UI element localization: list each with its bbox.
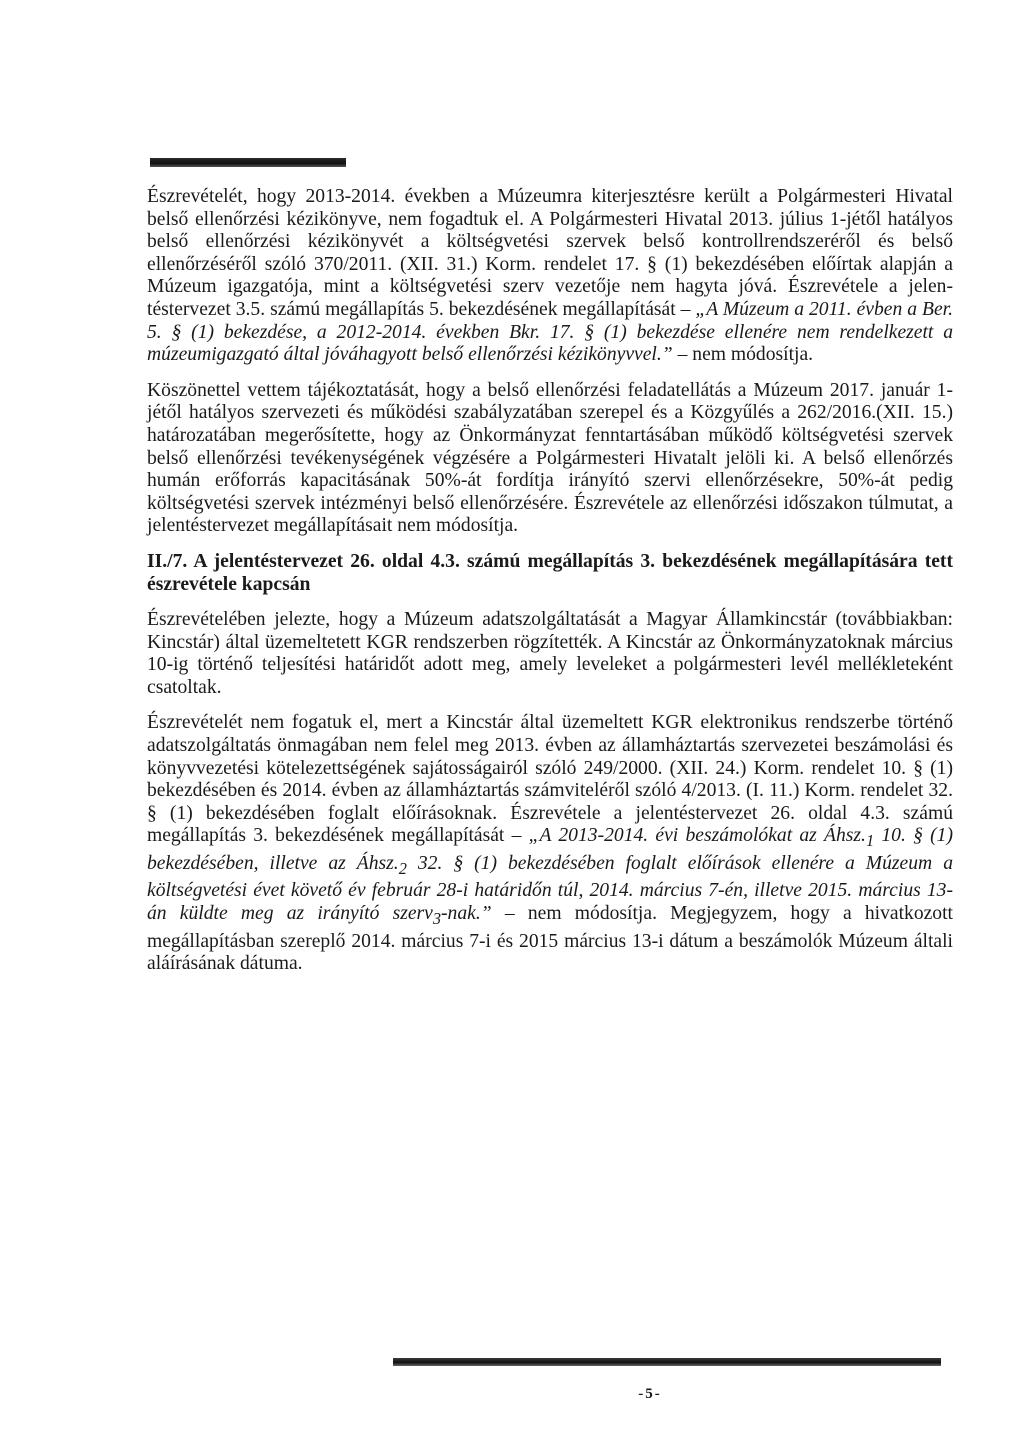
paragraph-handbook [147,186,953,367]
footnote-marker: 1 [865,831,875,851]
text-run: – nem módosítja. [672,344,814,366]
quoted-finding: „A 2013-2014. évi beszámolókat az Áhsz. [528,825,866,847]
text-run: Észrevételét nem fogatuk el, mert a Kincstár által üzemeltett KGR elektronikus rendszerbe történő adatszolgáltatás önmagában nem felel meg 2013. évben az államháztartás szervezetei beszámolási és könyvvezetési kötelezettségének sajátosságairól szóló 249/2000. (XII. 24.) Korm. rendelet 10. § (1) bekezdésében és 2014. évben az államháztartás számviteléről szóló 4/2013. (I. 11.) Korm. rendelet 32. § (1) bekezdésében foglalt előírásoknak. Észrevétele a jelentéstervezet 26. oldal 4.3. számú megállapítás 3. bekezdésének megállapítását – [147,712,953,847]
quoted-finding: „A Múzeum a 2011. évben a Ber. 5. § (1) bekezdése, a 2012-2014. években Bkr. 17. § (1) bekezdése ellenére nem rendelkezett a múzeumigazgató által jóváhagyott belső ellenőrzési kézikönyvvel.” [147,298,953,366]
document-body [147,186,953,989]
page-number: -5- [638,1386,662,1402]
footnote-marker: 2 [398,858,407,878]
quoted-finding: 10. § (1) bekezdésében, illetve az Áhsz. [147,825,953,874]
text-run: Észrevételét, hogy 2013-2014. években a Múzeumra kiterjesztésre került a Polgármesteri Hivatal belső ellenőrzési kézikönyve, nem fogadtuk el. A Polgármesteri Hivatal 2013. július 1-jétől hatályos belső ellenőrzési kézikönyvét a költségvetési szervek belső kontrollrendszeréről és belső ellenőrzéséről szóló 370/2011. (XII. 31.) Korm. rendelet 17. § (1) bekezdésében előírtak alapján a Múzeum igazgatója, mint a költségvetési szerv vezetője nem hagyta jóvá. Észrevétele a jelentéstervezet 3.5. számú megállapítás 5. bekezdésének megállapítását – [147,186,953,320]
text-run: Észrevételében jelezte, hogy a Múzeum adatszolgáltatását a Magyar Államkincstár (továbbiakban: Kincstár) által üzemeltetett KGR rendszerben rögzítették. A Kincstár az Önkormányzatoknak március 10-ig történő teljesítési határidőt adott meg, amely leveleket a polgármesteri levél mellékleteként csatoltak. [147,609,953,698]
footnote-marker: 3 [432,908,442,928]
text-run: Köszönettel vettem tájékoztatását, hogy a belső ellenőrzési feladatellátás a Múzeum 2017. január 1-jétől hatályos szervezeti és működési szabályzatában szerepel és a Közgyűlés a 262/2016.(XII. 15.) határozatában megerősítette, hogy az Önkormányzat fenntartásában működő költségvetési szervek belső ellenőrzési tevékenységének végzésére a Polgármesteri Hivatalt jelöli ki. A belső ellenőrzés humán erőforrás kapacitásának 50%-át fordítja irányító szervi ellenőrzésekre, 50%-át pedig költségvetési szervek intézményi belső ellenőrzésére. Észrevétele az ellenőrzési időszakon túlmutat, a jelentéstervezet megállapításait nem módosítja. [147,379,953,537]
quoted-finding: 32. § (1) bekezdésében foglalt előírások ellenére a Múzeum a költségvetési évet követő év február 28-i határidőn túl, 2014. március 7-én, illetve 2015. március 13-án küldte meg az irányító szerv [147,852,953,925]
paragraph-kgr-system [147,609,953,699]
paragraph-internal-audit [147,380,953,538]
text-run: – nem módosítja. Megjegyzem, hogy a hivatkozott megállapításban szereplő 2014. március 7-i és 2015 március 13-i dátum a beszámolók Múzeum általi aláírásának dátuma. [147,903,953,975]
quoted-finding: -nak.” [441,903,492,925]
top-header-rule [150,158,346,167]
section-heading: II./7. A jelentéstervezet 26. oldal 4.3. számú megállapítás 3. bekezdésének megállapítására tett észrevétele kapcsán [147,550,953,595]
footer-rule [393,1358,941,1366]
paragraph-rejection [147,712,953,975]
